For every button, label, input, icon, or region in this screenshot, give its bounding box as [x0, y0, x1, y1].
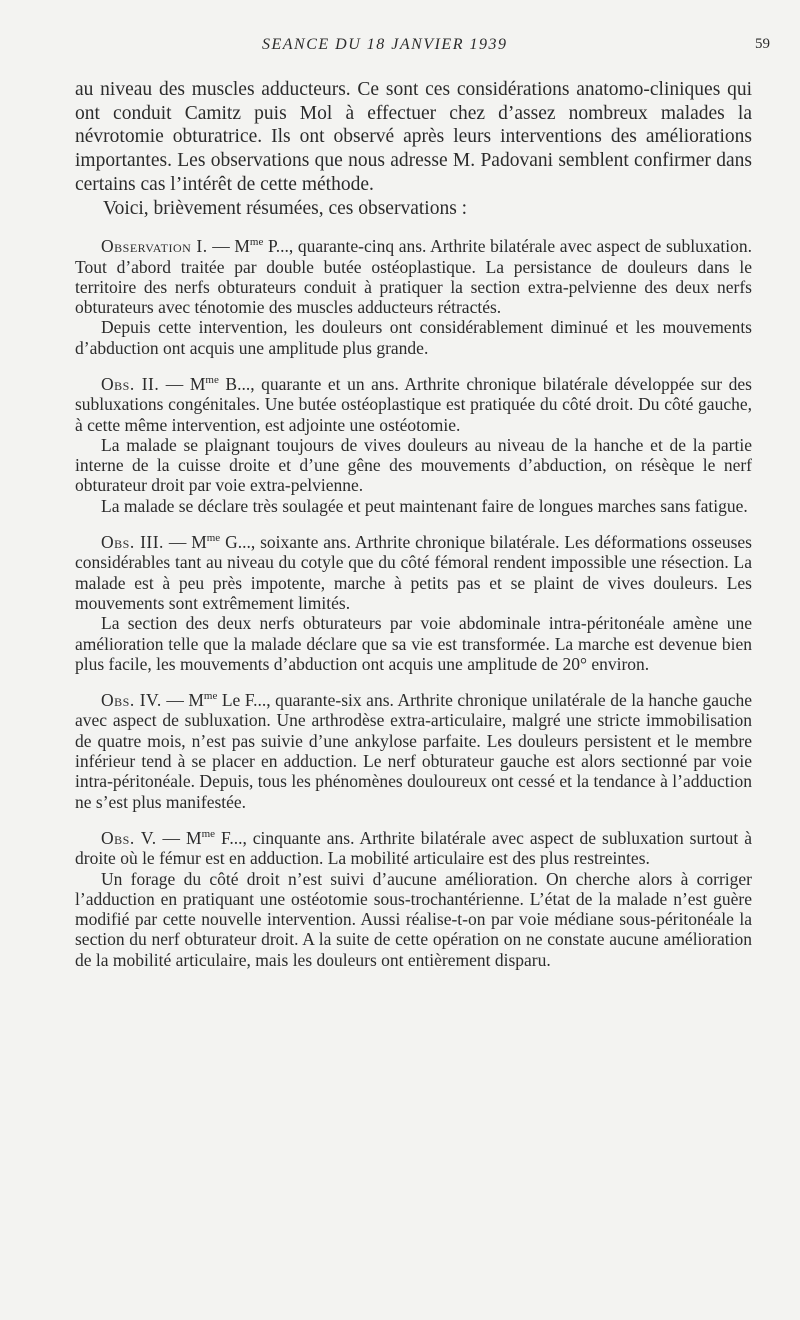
patient-title-sup: me: [203, 690, 218, 703]
observation-text: F..., cinquante ans. Arthrite bilatérale avec aspect de subluxation surtout à droite où le fémur est en adduction. La mobilité articulaire est des plus restreintes.: [75, 827, 752, 869]
patient-title: — M: [163, 532, 207, 553]
intro-section: [75, 78, 752, 220]
observation-text: Le F..., quarante-six ans. Arthrite chronique unilatérale de la hanche gauche avec aspect de subluxation. Une arthrodèse extra-articulaire, malgré une stricte immobilisation de quatre mois, n’est pas suivie d’une ankylose parfaite. Les douleurs persistent et le membre inférieur tend à se placer en adduction. Le nerf obturateur gauche est alors sectionné par voie intra-péritonéale. Depuis, tous les phénomènes douloureux ont cessé et la tendance à l’adduction ne s’est plus manifestée.: [75, 690, 752, 812]
running-head: [0, 36, 800, 58]
observation-3: [75, 532, 752, 674]
observation-text: G..., soixante ans. Arthrite chronique bilatérale. Les déformations osseuses considérables tant au niveau du cotyle que du côté fémoral rendent impossible une résection. La malade est à peu près impotente, marche à petits pas et se plaint de vives douleurs. Les mouvements sont extrêmement limités.: [75, 532, 752, 613]
observation-text: P..., quarante-cinq ans. Arthrite bilatérale avec aspect de subluxation. Tout d’abord traitée par double butée ostéoplastique. La persistance de douleurs dans le territoire des nerfs obturateurs conduit à pratiquer la section extra-pelvienne des deux nerfs obturateurs avec ténotomie des muscles adducteurs rétractés.: [75, 236, 752, 318]
body-text: [75, 78, 752, 970]
observation-text: B..., quarante et un ans. Arthrite chronique bilatérale développée sur des subluxations congénitales. Une butée ostéoplastique est pratiquée du côté droit. Du côté gauche, à cette même intervention, est adjointe une ostéotomie.: [75, 374, 752, 435]
observation-label: Obs. V.: [101, 827, 157, 848]
intro-paragraph: Voici, brièvement résumées, ces observations :: [103, 197, 468, 219]
observation-label: Obs. II.: [101, 374, 160, 394]
observation-lead: [75, 374, 752, 435]
observation-lead: [75, 236, 752, 317]
observation-4: [75, 690, 752, 812]
patient-title-sup: me: [206, 532, 221, 545]
patient-title-sup: me: [205, 374, 219, 387]
observation-5: [75, 828, 752, 970]
patient-title-sup: me: [249, 236, 264, 249]
running-title: SEANCE DU 18 JANVIER 1939: [262, 36, 508, 53]
observation-label: Obs. IV.: [101, 690, 162, 711]
observation-label: Obs. III.: [101, 532, 164, 553]
patient-title: — M: [159, 374, 206, 394]
observation-lead: [75, 532, 752, 613]
observation-paragraph: La malade se plaignant toujours de vives douleurs au niveau de la hanche et de la partie interne de la cuisse droite et d’une gêne des mouvements d’abduction, on résèque le nerf obturateur droit par voie extra-pelvienne.: [75, 434, 752, 496]
observation-label: Observation I.: [101, 236, 208, 257]
patient-title-sup: me: [201, 828, 216, 841]
patient-title: — M: [156, 827, 202, 848]
observation-lead: [75, 690, 752, 812]
observation-paragraph: La section des deux nerfs obturateurs par voie abdominale intra-péritonéale amène une amélioration telle que la malade déclare que sa vie est transformée. La marche est devenue bien plus facile, les mouvements d’abduction ont acquis une amplitude de 20° environ.: [75, 613, 752, 674]
observation-lead: [75, 828, 752, 869]
observation-1: [75, 236, 752, 358]
page-number: 59: [755, 36, 770, 52]
patient-title: — M: [161, 690, 204, 711]
observation-2: [75, 374, 752, 516]
patient-title: — M: [207, 236, 250, 257]
observation-paragraph: Un forage du côté droit n’est suivi d’aucune amélioration. On cherche alors à corriger l’adduction en pratiquant une ostéotomie sous-trochantérienne. L’état de la malade n’est guère modifié par cette nouvelle intervention. Aussi réalise-t-on par voie médiane sous-péritonéale la section du nerf obturateur droit. A la suite de cette opération on ne constate aucune amélioration de la mobilité articulaire, mais les douleurs ont entièrement disparu.: [75, 868, 752, 970]
observation-paragraph: Depuis cette intervention, les douleurs ont considérablement diminué et les mouvements d’abduction ont acquis une amplitude plus grande.: [75, 317, 752, 358]
intro-paragraph: au niveau des muscles adducteurs. Ce sont ces considérations anatomo-cliniques qui ont conduit Camitz puis Mol à effectuer chez d’assez nombreux malades la névrotomie obturatrice. Ils ont observé après leurs interventions des améliorations importantes. Les observations que nous adresse M. Padovani semblent confirmer dans certains cas l’intérêt de cette méthode.: [75, 79, 752, 195]
observation-paragraph: La malade se déclare très soulagée et peut maintenant faire de longues marches sans fatigue.: [101, 495, 748, 516]
